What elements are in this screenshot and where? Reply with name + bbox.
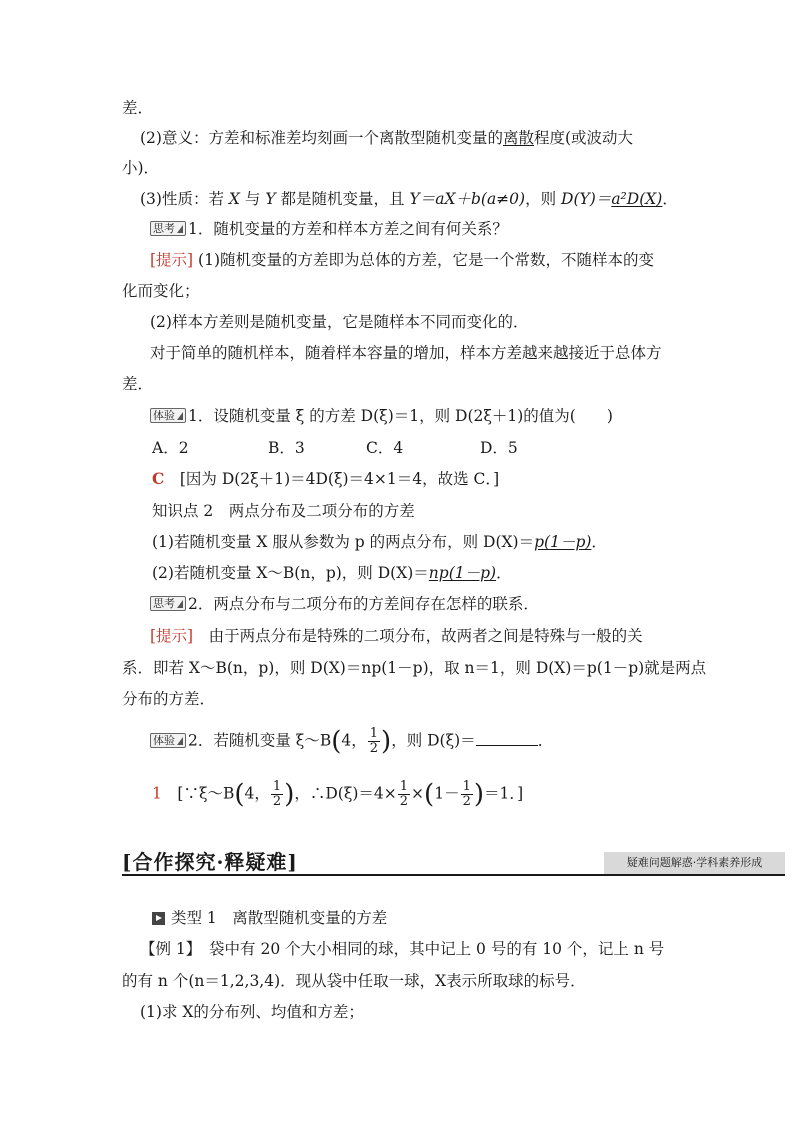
exp-question-2: 体验 2．若随机变量 ξ～B(4， $\frac{1}{2}$ )，则 D(ξ)＝ ． [150, 727, 553, 756]
underlined-answer: np(1－p) [428, 564, 497, 582]
underlined-answer: p(1－p) [534, 533, 592, 551]
fraction: $\frac{1}{2}$ [462, 779, 471, 809]
think-tag: 思考 [150, 596, 186, 611]
exp-answer-2: 1 [∵ξ～B(4， $\frac{1}{2}$ )，∴D(ξ)＝4× $\frac{1}{2}$ ×(1－ $\frac{1}{2}$ )＝1．] [152, 779, 524, 810]
kp-title: 知识点 2 两点分布及二项分布的方差 [152, 502, 415, 520]
text-line: 差． [122, 99, 154, 117]
hint-line: [提示] 由于两点分布是特殊的二项分布，故两者之间是特殊与一般的关 [150, 627, 643, 645]
property-line: (3)性质：若 X 与 Y 都是随机变量，且 Y＝aX＋b(a≠0)，则 D(Y)＝a²D(X)． [140, 190, 678, 208]
hint-line: 分布的方差． [122, 690, 216, 708]
option-d: D．5 [480, 439, 518, 457]
hint-line: 化而变化； [122, 282, 200, 300]
fraction: $\frac{1}{2}$ [369, 726, 379, 756]
example-line: (1)求 X的分布列、均值和方差； [140, 1003, 364, 1021]
answer-blank [476, 731, 538, 746]
kp-line-2: (2)若随机变量 X～B(n，p)，则 D(X)＝np(1－p)． [152, 564, 512, 582]
section-badge: 疑难问题解惑·学科素养形成 [604, 852, 785, 874]
option-c: C．4 [366, 439, 404, 457]
text-line: 小)． [122, 159, 160, 177]
fraction: $\frac{1}{2}$ [399, 779, 409, 809]
exp-question-1: 体验 1．设随机变量 ξ 的方差 D(ξ)＝1，则 D(2ξ＋1)的值为( ) [150, 405, 613, 427]
underlined-answer: 离散 [502, 129, 534, 147]
hint-line: [提示] (1)随机变量的方差即为总体的方差，它是一个常数，不随样本的变 [150, 251, 654, 269]
section-title: [合作探究·释疑难] [122, 850, 298, 874]
hint-line: 系．即若 X～B(n，p)，则 D(X)＝np(1－p)，取 n＝1，则 D(X)＝p(1－p)就是两点 [122, 659, 707, 677]
hint-label: [提示] [150, 627, 194, 645]
option-b: B．3 [268, 439, 305, 457]
think-question-2: 思考 2．两点分布与二项分布的方差间存在怎样的联系． [150, 593, 539, 615]
kp-line-1: (1)若随机变量 X 服从参数为 p 的两点分布，则 D(X)＝p(1－p)． [152, 533, 607, 551]
exp-tag: 体验 [150, 733, 186, 748]
think-tag: 思考 [150, 221, 186, 236]
meaning-line: (2)意义：方差和标准差均刻画一个离散型随机变量的离散程度(或波动大 [140, 129, 634, 147]
example-line: 的有 n 个(n＝1,2,3,4)．现从袋中任取一球，X表示所取球的标号． [122, 972, 586, 990]
hint-label: [提示] [150, 251, 194, 269]
exp-tag: 体验 [150, 408, 186, 423]
fraction: $\frac{1}{2}$ [272, 779, 282, 809]
example-line: 【例 1】 袋中有 20 个大小相同的球，其中记上 0 号的有 10 个，记上 n 号 [140, 940, 665, 958]
type-heading: 类型 1 离散型随机变量的方差 [152, 907, 387, 929]
underlined-answer: a²D(X) [611, 190, 663, 208]
exp-answer-1: C [因为 D(2ξ＋1)＝4D(ξ)＝4×1＝4，故选 C．] [152, 469, 500, 488]
hint-line: 差． [122, 375, 154, 393]
hint-line: (2)样本方差则是随机变量，它是随样本不同而变化的． [150, 313, 529, 331]
play-icon [152, 912, 165, 925]
hint-line: 对于简单的随机样本，随着样本容量的增加，样本方差越来越接近于总体方 [150, 344, 662, 362]
option-a: A．2 [152, 439, 189, 457]
section-divider [122, 874, 785, 876]
think-question-1: 思考 1．随机变量的方差和样本方差之间有何关系？ [150, 218, 508, 240]
